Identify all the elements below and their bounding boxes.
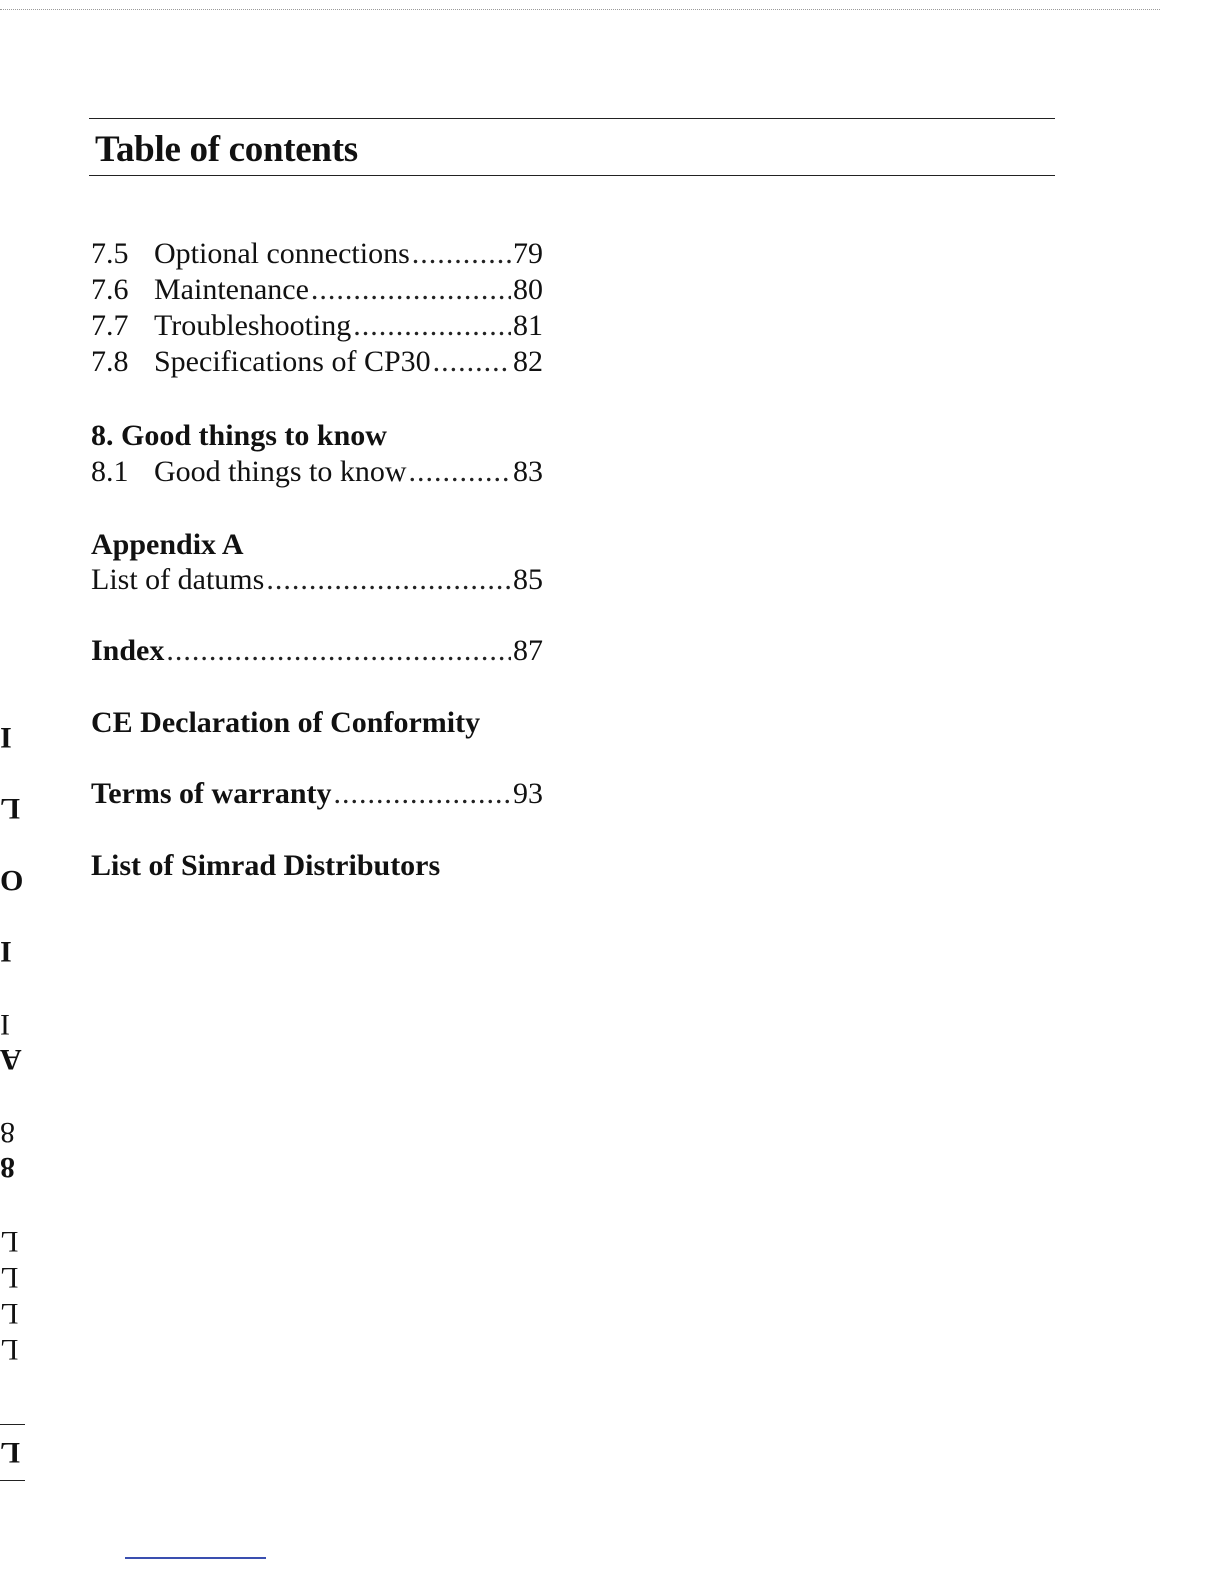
bleed-through-rule	[0, 1480, 25, 1481]
entry-number: 7.5	[91, 237, 129, 270]
page-title: Table of contents	[95, 129, 358, 170]
toc-entry-7-8[interactable]	[91, 344, 543, 380]
toc-entry-7-5[interactable]	[91, 236, 543, 272]
title-bottom-rule	[89, 175, 1055, 176]
entry-number: 8.1	[91, 455, 129, 488]
toc-entry-7-6[interactable]	[91, 272, 543, 308]
bleed-through-glyph: L	[0, 1297, 19, 1330]
toc-entry-index[interactable]	[91, 633, 543, 669]
bleed-through-glyph: L	[0, 1436, 21, 1469]
entry-title: Optional connections	[154, 237, 410, 270]
entry-number: 7.6	[91, 273, 129, 306]
bleed-through-glyph: I	[0, 1008, 10, 1041]
entry-page: 82	[513, 345, 543, 378]
title-top-rule	[89, 118, 1055, 119]
entry-title: Terms of warranty	[91, 777, 332, 810]
entry-number: 7.7	[91, 309, 129, 342]
entry-title: Index	[91, 634, 165, 667]
dot-leader	[166, 633, 511, 669]
toc-entry-simrad-distributors[interactable]: List of Simrad Distributors	[91, 849, 441, 882]
entry-page: 79	[513, 237, 543, 270]
entry-title: Troubleshooting	[154, 309, 352, 342]
bleed-through-glyph: L	[0, 1225, 19, 1258]
toc-entry-terms-of-warranty[interactable]	[91, 776, 543, 812]
bleed-through-glyph: O	[0, 864, 24, 897]
toc-entry-8-1[interactable]	[91, 454, 543, 490]
section-8-heading[interactable]: 8. Good things to know	[91, 419, 387, 452]
entry-title: Good things to know	[154, 455, 407, 488]
entry-page: 83	[513, 455, 543, 488]
entry-number: 7.8	[91, 345, 129, 378]
toc-entry-list-of-datums[interactable]	[91, 562, 543, 598]
bleed-through-glyph: A	[0, 1043, 22, 1076]
entry-title: Maintenance	[154, 273, 309, 306]
entry-page: 85	[513, 563, 543, 596]
dot-leader	[353, 308, 511, 344]
entry-title: Specifications of CP30	[154, 345, 431, 378]
appendix-a-heading[interactable]: Appendix A	[91, 528, 244, 561]
entry-page: 87	[513, 634, 543, 667]
scan-top-edge	[0, 9, 1160, 10]
bottom-link-underline	[125, 1557, 266, 1559]
dot-leader	[412, 236, 511, 272]
bleed-through-rule	[0, 1424, 25, 1425]
entry-page: 93	[513, 777, 543, 810]
toc-entry-7-7[interactable]	[91, 308, 543, 344]
dot-leader	[409, 454, 511, 490]
dot-leader	[266, 562, 511, 598]
entry-title: List of datums	[91, 563, 265, 596]
bleed-through-glyph: 8	[0, 1116, 15, 1149]
bleed-through-glyph: L	[0, 792, 21, 825]
entry-page: 80	[513, 273, 543, 306]
bleed-through-glyph: L	[0, 1261, 19, 1294]
bleed-through-glyph: L	[0, 1333, 19, 1366]
dot-leader	[334, 776, 511, 812]
toc-entry-ce-declaration[interactable]: CE Declaration of Conformity	[91, 706, 481, 739]
dot-leader	[433, 344, 511, 380]
bleed-through-glyph: 8	[0, 1151, 15, 1184]
entry-page: 81	[513, 309, 543, 342]
dot-leader	[311, 272, 511, 308]
bleed-through-glyph: I	[0, 935, 12, 968]
bleed-through-glyph: I	[0, 721, 12, 754]
